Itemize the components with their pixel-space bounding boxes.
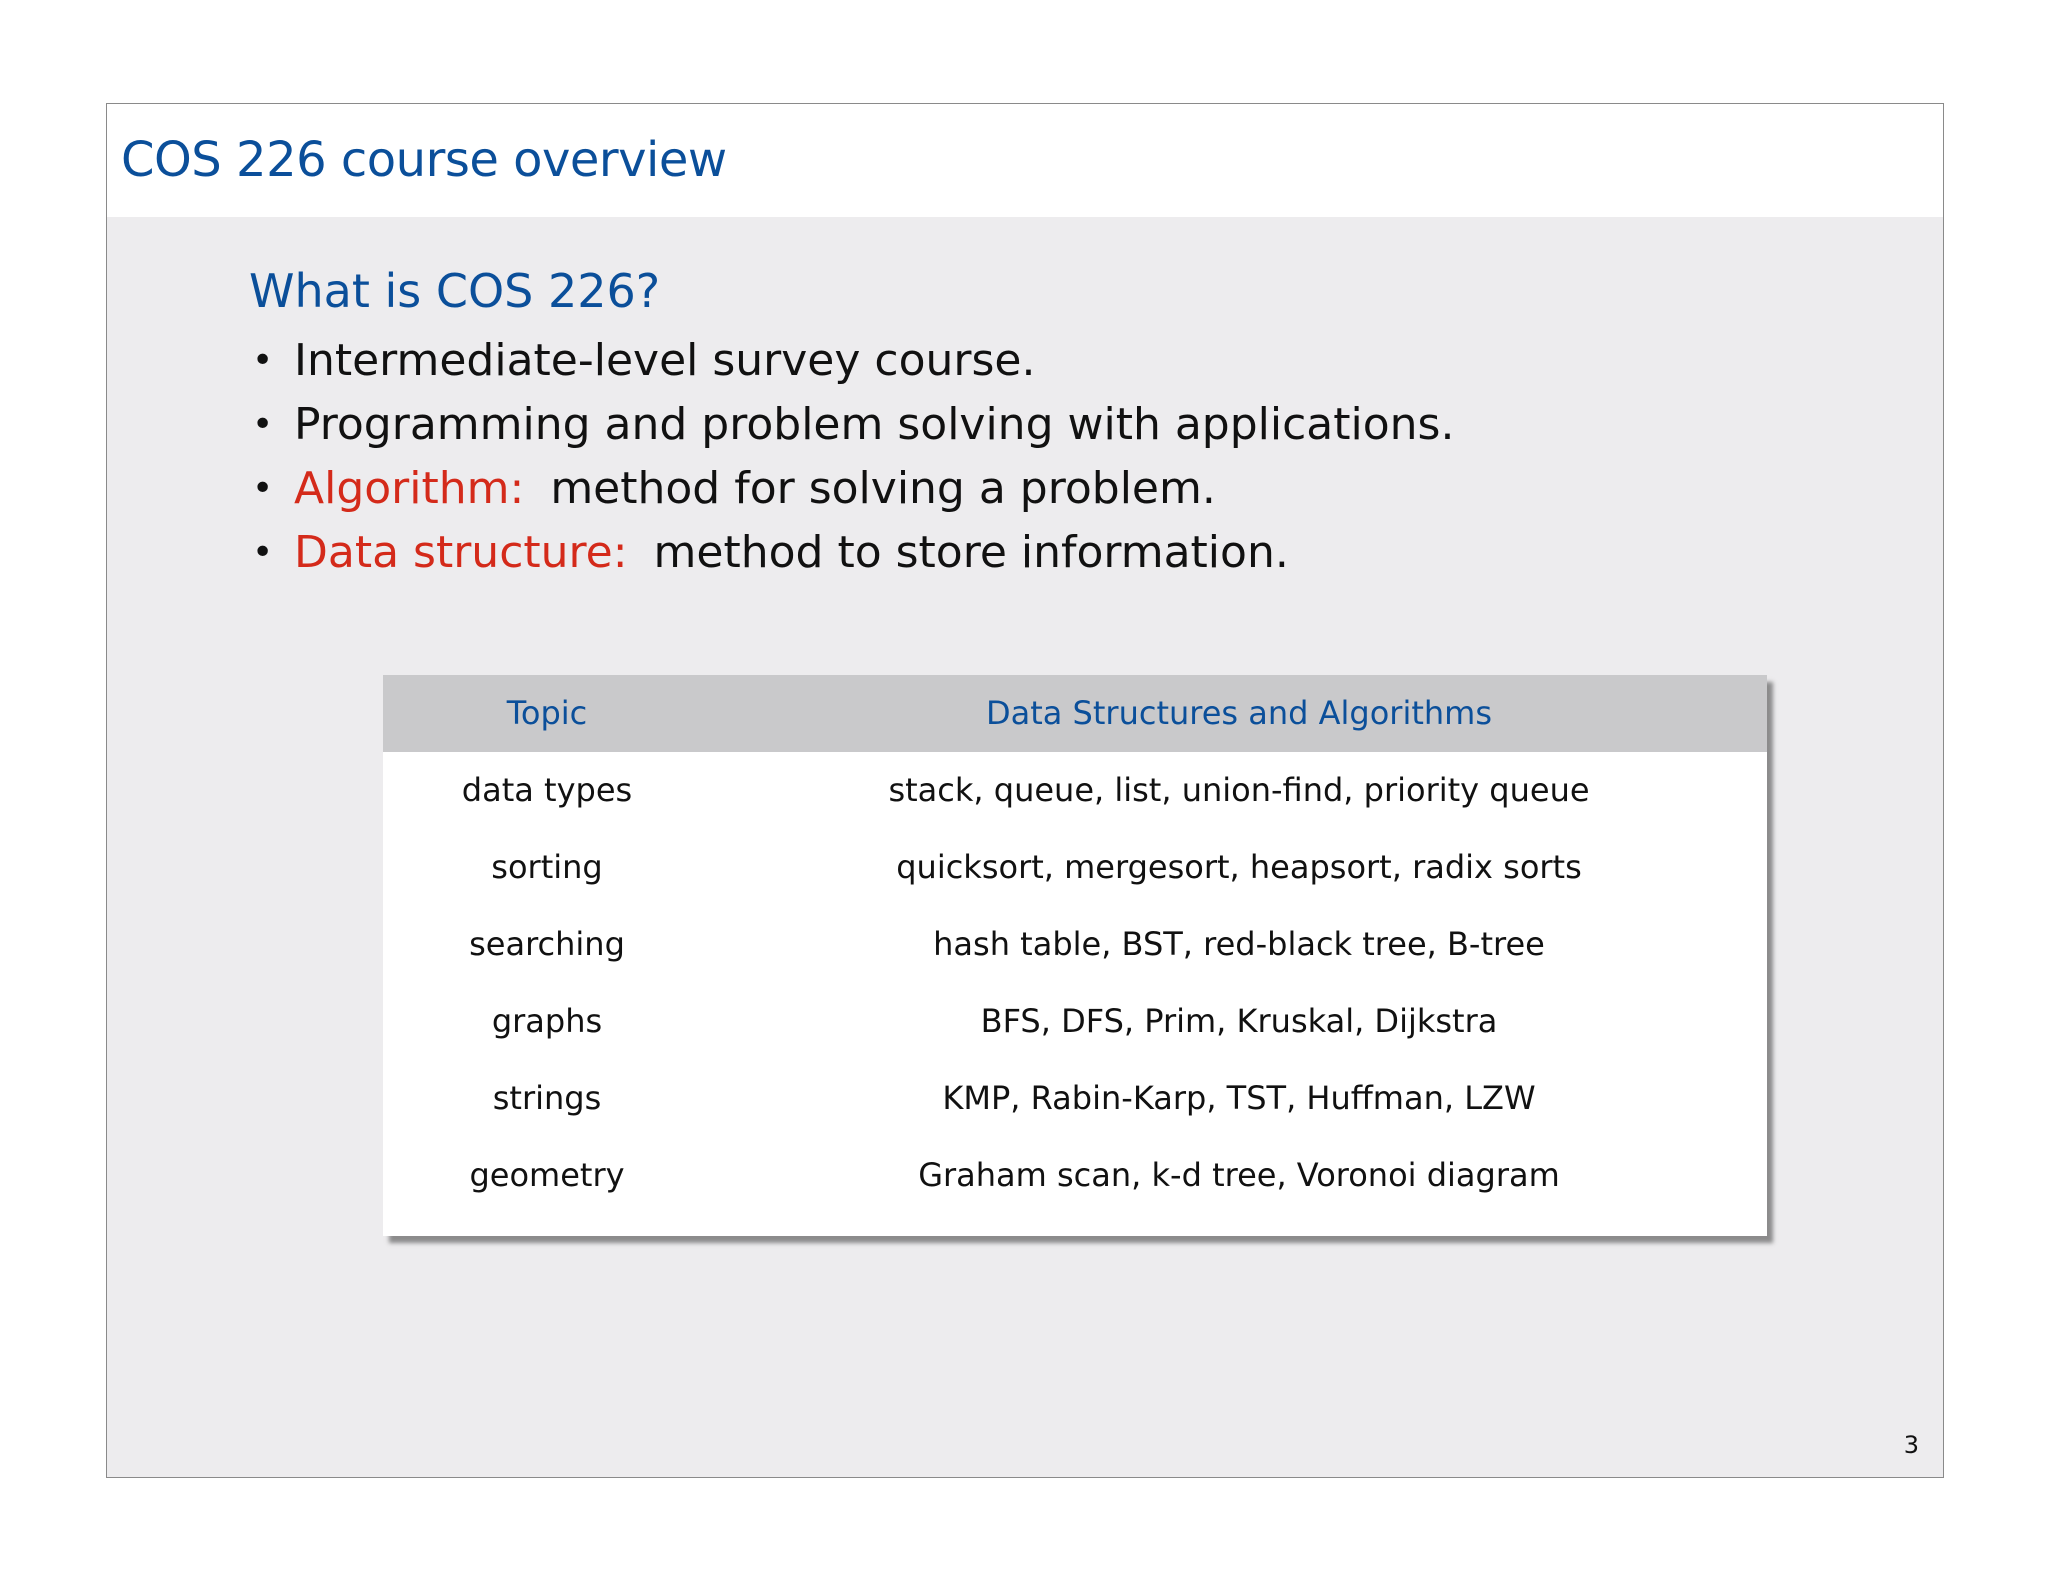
bullet-dot-icon: • [252, 340, 274, 381]
topic-cell: graphs [491, 1002, 603, 1040]
slide-title: COS 226 course overview [121, 132, 727, 188]
bullet-text: method for solving a problem. [550, 463, 1216, 514]
bullet-item [252, 457, 1454, 521]
table-row [383, 752, 1767, 829]
table-row [383, 1137, 1767, 1214]
topic-cell: searching [469, 925, 625, 963]
algorithms-cell: quicksort, mergesort, heapsort, radix sorts [896, 848, 1582, 886]
table-row [383, 906, 1767, 983]
bullet-text: Programming and problem solving with applications. [294, 399, 1455, 450]
header-data-structures: Data Structures and Algorithms [985, 694, 1493, 732]
topics-table [383, 675, 1767, 1236]
topic-cell: geometry [469, 1156, 625, 1194]
topic-cell: strings [492, 1079, 602, 1117]
bullet-term: Data structure: [294, 527, 628, 578]
topic-cell: sorting [491, 848, 603, 886]
bullet-term: Algorithm: [294, 463, 525, 514]
bullet-item [252, 329, 1454, 393]
section-heading: What is COS 226? [249, 264, 661, 318]
table-row [383, 1060, 1767, 1137]
bullet-text: method to store information. [653, 527, 1289, 578]
bullet-item [252, 393, 1454, 457]
table-row [383, 829, 1767, 906]
bullet-list [252, 329, 1454, 585]
header-topic: Topic [506, 694, 588, 732]
algorithms-cell: Graham scan, k-d tree, Voronoi diagram [918, 1156, 1560, 1194]
title-bar [107, 104, 1943, 217]
algorithms-cell: KMP, Rabin-Karp, TST, Huffman, LZW [942, 1079, 1536, 1117]
bullet-dot-icon: • [252, 532, 274, 573]
algorithms-cell: stack, queue, list, union-find, priority queue [888, 771, 1590, 809]
slide [106, 103, 1944, 1478]
page-number: 3 [1903, 1431, 1919, 1459]
algorithms-cell: hash table, BST, red-black tree, B-tree [933, 925, 1545, 963]
topic-cell: data types [461, 771, 633, 809]
bullet-text: Intermediate-level survey course. [294, 335, 1036, 386]
bullet-dot-icon: • [252, 404, 274, 445]
bullet-item [252, 521, 1454, 585]
table-row [383, 983, 1767, 1060]
bullet-dot-icon: • [252, 468, 274, 509]
table-header [383, 675, 1767, 752]
algorithms-cell: BFS, DFS, Prim, Kruskal, Dijkstra [980, 1002, 1498, 1040]
